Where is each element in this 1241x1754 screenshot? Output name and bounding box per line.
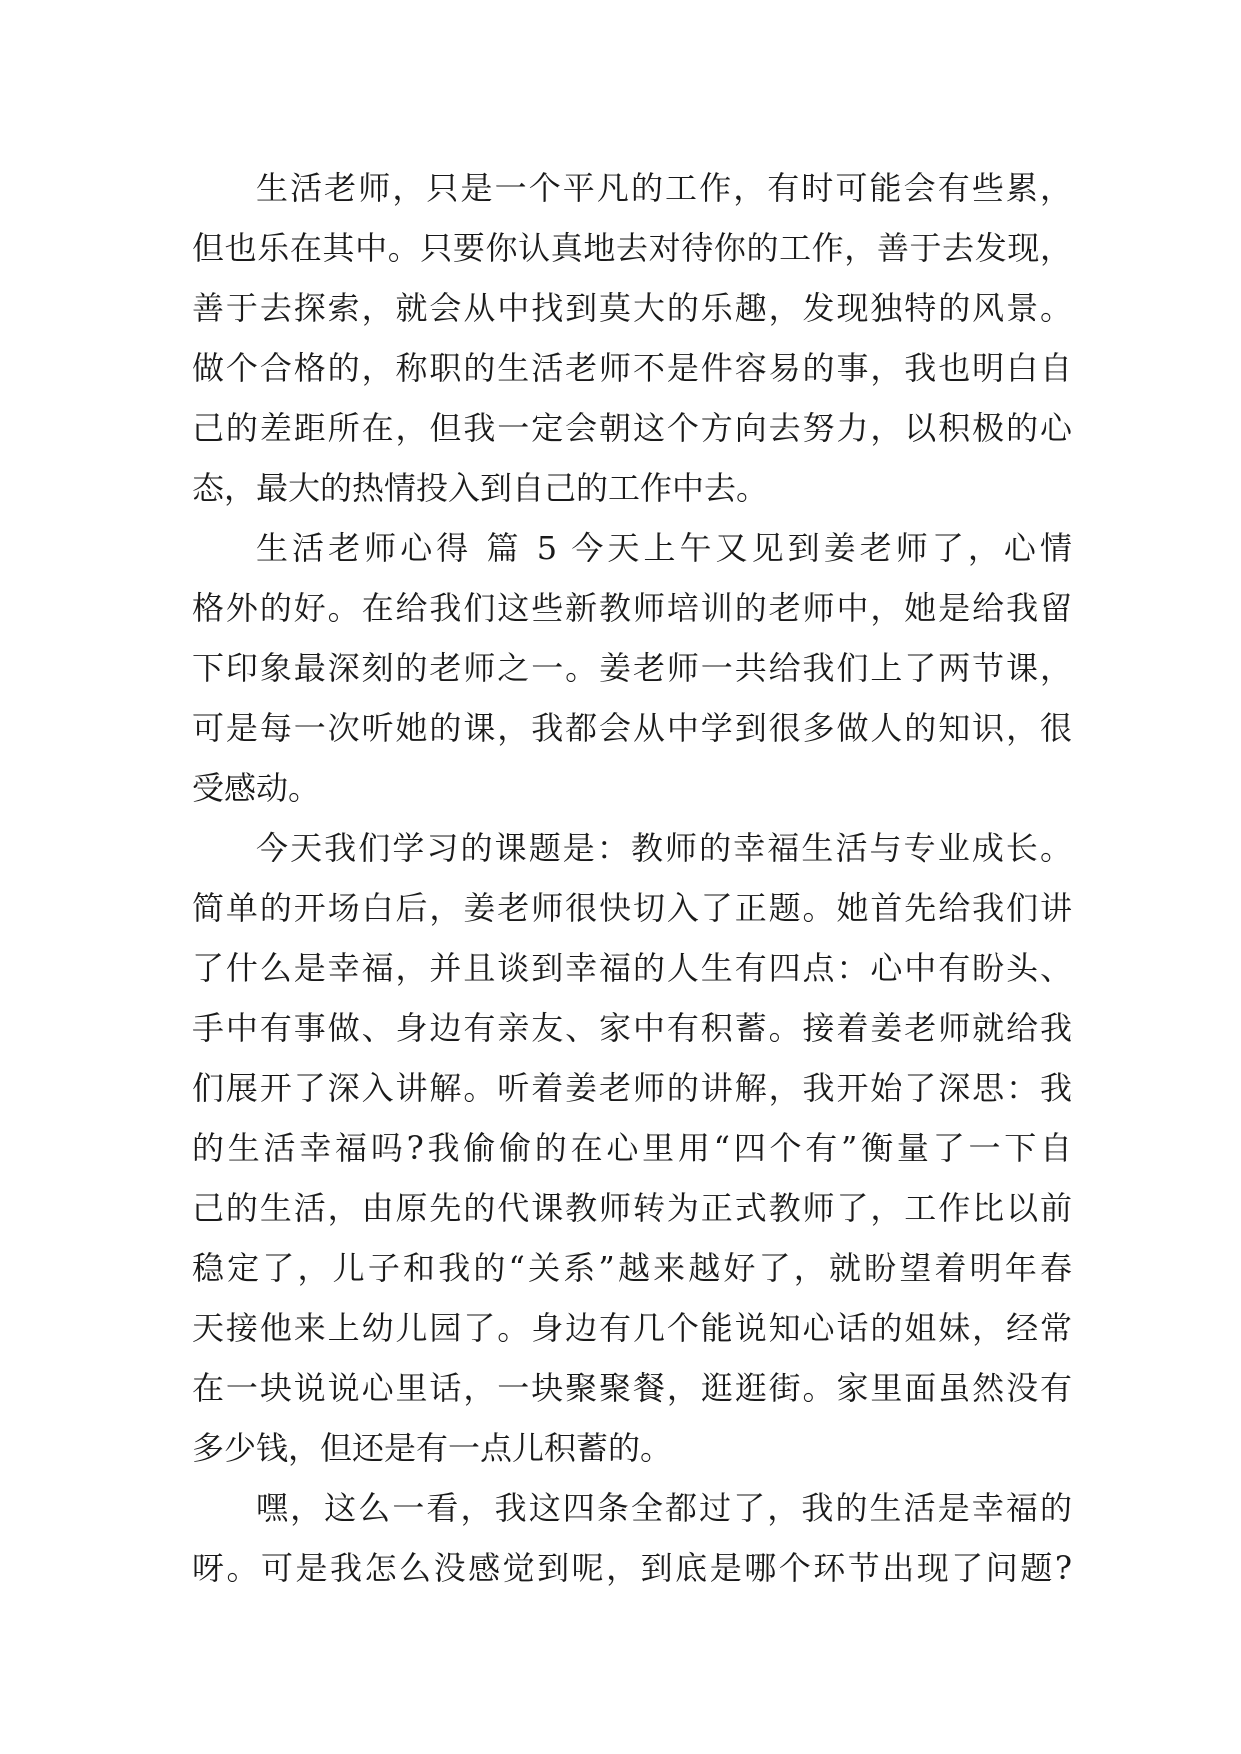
- text-line: 稳定了，儿子和我的“关系”越来越好了，就盼望着明年春: [192, 1249, 1072, 1287]
- text-line: 的生活幸福吗?我偷偷的在心里用“四个有”衡量了一下自: [192, 1129, 1072, 1167]
- text-line: 了什么是幸福，并且谈到幸福的人生有四点：心中有盼头、: [192, 949, 1072, 987]
- text-line: 善于去探索，就会从中找到莫大的乐趣，发现独特的风景。: [192, 289, 1072, 327]
- text-line: 态，最大的热情投入到自己的工作中去。: [192, 469, 769, 507]
- text-line: 们展开了深入讲解。听着姜老师的讲解，我开始了深思：我: [192, 1069, 1072, 1107]
- text-line: 下印象最深刻的老师之一。姜老师一共给我们上了两节课，: [192, 649, 1072, 687]
- document-body: [192, 158, 1072, 1598]
- text-line: 生活老师心得 篇 5 今天上午又见到姜老师了，心情: [256, 529, 1072, 567]
- text-line: 简单的开场白后，姜老师很快切入了正题。她首先给我们讲: [192, 889, 1072, 927]
- text-line: 但也乐在其中。只要你认真地去对待你的工作，善于去发现，: [192, 229, 1072, 267]
- text-line: 己的差距所在，但我一定会朝这个方向去努力，以积极的心: [192, 409, 1072, 447]
- text-line: 天接他来上幼儿园了。身边有几个能说知心话的姐妹，经常: [192, 1309, 1072, 1347]
- text-line: 做个合格的，称职的生活老师不是件容易的事，我也明白自: [192, 349, 1072, 387]
- text-line: 嘿，这么一看，我这四条全都过了，我的生活是幸福的: [256, 1489, 1072, 1527]
- text-line: 可是每一次听她的课，我都会从中学到很多做人的知识，很: [192, 709, 1072, 747]
- text-line: 格外的好。在给我们这些新教师培训的老师中，她是给我留: [192, 589, 1072, 627]
- text-line: 受感动。: [192, 769, 321, 807]
- text-line: 在一块说说心里话，一块聚聚餐，逛逛街。家里面虽然没有: [192, 1369, 1072, 1407]
- text-line: 呀。可是我怎么没感觉到呢，到底是哪个环节出现了问题?: [192, 1549, 1072, 1587]
- text-line: 己的生活，由原先的代课教师转为正式教师了，工作比以前: [192, 1189, 1072, 1227]
- text-line: 今天我们学习的课题是：教师的幸福生活与专业成长。: [256, 829, 1072, 867]
- text-line: 手中有事做、身边有亲友、家中有积蓄。接着姜老师就给我: [192, 1009, 1072, 1047]
- text-line: 多少钱，但还是有一点儿积蓄的。: [192, 1429, 673, 1467]
- text-line: 生活老师，只是一个平凡的工作，有时可能会有些累，: [256, 169, 1072, 207]
